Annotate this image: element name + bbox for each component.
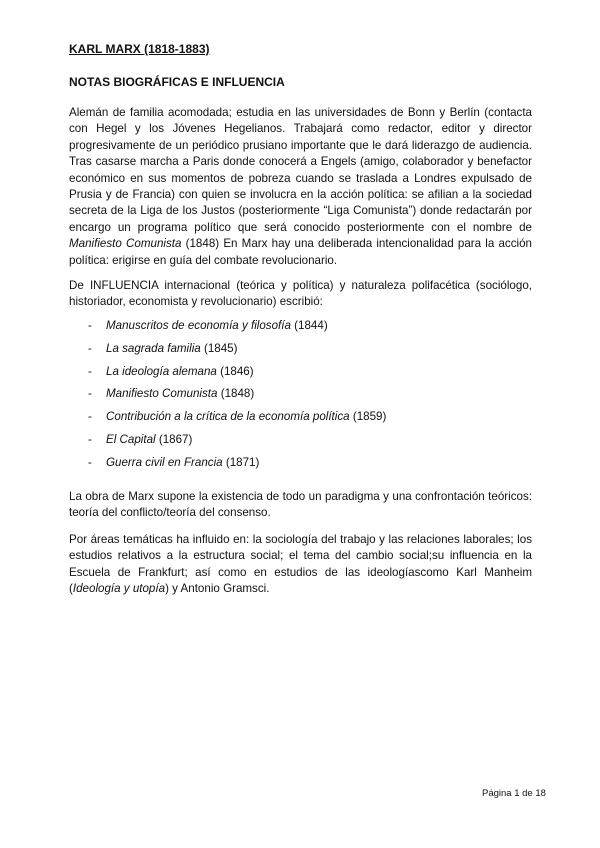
list-dash: - — [88, 455, 92, 469]
work-year: (1848) — [217, 387, 255, 401]
list-dash: - — [88, 319, 92, 332]
list-dash: - — [88, 410, 92, 424]
thematic-text-end: ) y Antonio Gramsci. — [165, 582, 270, 596]
work-title: El Capital — [106, 432, 156, 446]
document-title: KARL MARX (1818-1883) — [69, 42, 210, 56]
list-dash: - — [88, 432, 92, 446]
manifesto-italic: Manifiesto Comunista — [69, 237, 182, 251]
list-dash: - — [88, 341, 92, 355]
work-title: La ideología alemana — [106, 364, 217, 378]
ideologia-italic: Ideología y utopía — [72, 582, 166, 596]
list-item — [69, 409, 386, 432]
list-item — [69, 341, 386, 364]
section-heading: NOTAS BIOGRÁFICAS E INFLUENCIA — [69, 75, 285, 89]
work-title: La sagrada familia — [106, 341, 201, 355]
work-year: (1859) — [349, 410, 387, 424]
list-item — [69, 364, 386, 387]
list-dash: - — [88, 364, 92, 378]
work-year: (1844) — [290, 319, 328, 332]
list-item — [69, 455, 386, 478]
biography-text-end: (1848) En Marx hay una deliberada intencionalidad para la acción política: erigirse en guía del combate revolucionario. — [69, 237, 532, 267]
work-year: (1846) — [216, 364, 254, 378]
influence-paragraph: De INFLUENCIA internacional (teórica y política) y naturaleza polifacética (sociólogo, historiador, economista y revolucionario) escribió: — [69, 279, 532, 309]
thematic-areas-paragraph — [69, 532, 532, 598]
thematic-text: Por áreas temáticas ha influido en: la sociología del trabajo y las relaciones laborales; los estudios relativos a la estructura social; el tema del cambio social;su influencia en la Escuela de Frankfurt; así como en estudios de las ideologíascomo Karl Manheim ( — [69, 533, 532, 596]
work-year: (1845) — [200, 341, 238, 355]
work-year: (1867) — [155, 432, 193, 446]
work-year: (1871) — [222, 455, 260, 469]
work-title: Contribución a la crítica de la economía política — [106, 410, 350, 424]
list-item — [69, 432, 386, 455]
paradigm-paragraph: La obra de Marx supone la existencia de todo un paradigma y una confrontación teóricos: teoría del conflicto/teoría del consenso. — [69, 490, 532, 520]
page-number: Página 1 de 18 — [482, 788, 546, 799]
list-item — [69, 386, 386, 409]
list-item — [69, 318, 386, 341]
list-dash: - — [88, 387, 92, 401]
work-title: Manuscritos de economía y filosofía — [106, 319, 291, 332]
biography-text: Alemán de familia acomodada; estudia en las universidades de Bonn y Berlín (contacta con Hegel y los Jóvenes Hegelianos. Trabajará como redactor, editor y director progresivamente de un periódico prusiano importante que le dará liderazgo de audiencia. Tras casarse marcha a Paris donde conocerá a Engels (amigo, colaborador y benefactor económico en sus momentos de pobreza cuando se traslada a Londres expulsado de Prusia y de Francia) con quien se involucra en la acción política: se afilian a la sociedad secreta de la Liga de los Justos (posteriormente “Liga Comunista”) donde redactarán por encargo un programa político que será conocido posteriormente con el nombre de — [69, 106, 532, 234]
work-title: Guerra civil en Francia — [106, 455, 223, 469]
work-title: Manifiesto Comunista — [106, 387, 218, 401]
biography-paragraph — [69, 105, 532, 269]
works-list — [69, 318, 386, 478]
